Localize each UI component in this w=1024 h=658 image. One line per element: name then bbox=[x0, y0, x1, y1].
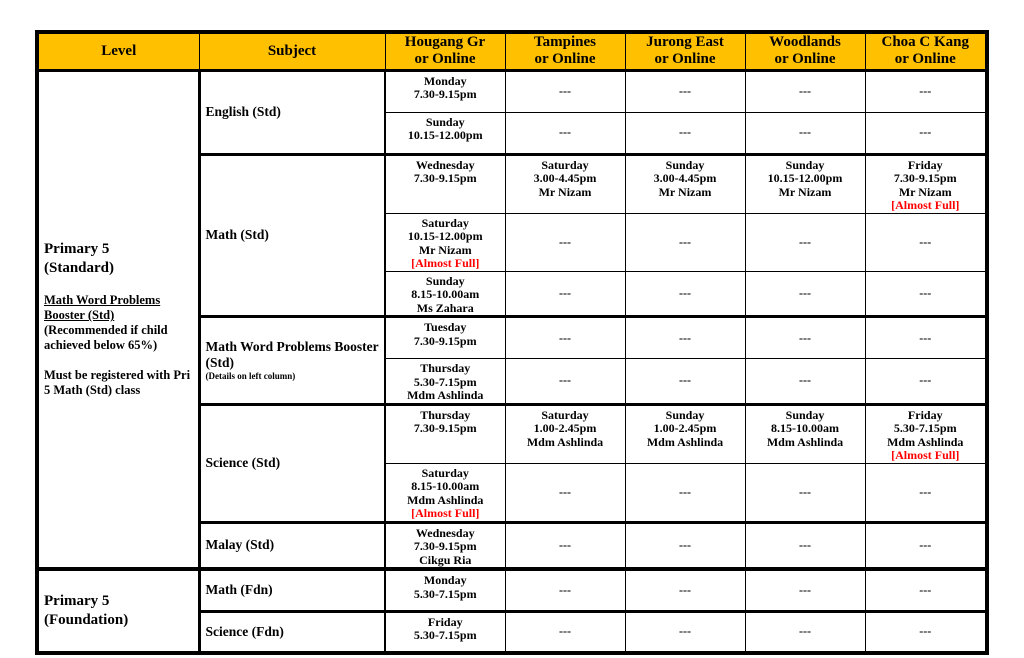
class-slot-cell bbox=[385, 213, 505, 271]
almost-full-badge: [Almost Full] bbox=[891, 448, 960, 462]
slot-text: 5.30-7.15pm bbox=[413, 374, 477, 389]
slot-text: 7.30-9.15pm bbox=[413, 87, 477, 101]
class-slot-cell bbox=[745, 404, 865, 463]
empty-slot-cell: --- bbox=[865, 70, 987, 112]
empty-slot-cell: --- bbox=[865, 359, 987, 405]
slot-text: 7.30-9.15pm bbox=[893, 171, 957, 185]
empty-slot-cell: --- bbox=[625, 569, 745, 611]
empty-slot-cell: --- bbox=[865, 611, 987, 653]
subject-cell-math-std bbox=[199, 154, 385, 317]
slot-text: Sunday bbox=[665, 407, 705, 422]
empty-slot-cell: --- bbox=[625, 359, 745, 405]
slot-text: 3.00-4.45pm bbox=[533, 171, 597, 185]
header-cell-subject: Subject bbox=[199, 32, 385, 70]
subject-name: Science (Fdn) bbox=[205, 623, 284, 639]
empty-slot-cell: --- bbox=[625, 70, 745, 112]
subject-name: Math (Std) bbox=[205, 227, 269, 243]
slot-text: Cikgu Ria bbox=[419, 552, 472, 567]
level-title: Primary 5 (Standard) bbox=[44, 241, 115, 277]
empty-slot-cell: --- bbox=[745, 271, 865, 317]
header-cell-jurong-east: Jurong East or Online bbox=[625, 32, 745, 70]
slot-text: Friday bbox=[427, 614, 463, 629]
header-cell-hougang: Hougang Gr or Online bbox=[385, 32, 505, 70]
spacer bbox=[44, 353, 194, 368]
class-slot-cell bbox=[385, 112, 505, 154]
slot-text: Monday bbox=[423, 73, 467, 88]
class-slot-cell bbox=[625, 154, 745, 213]
slot-text: Mr Nizam bbox=[898, 184, 952, 199]
subject-note: (Details on left column) bbox=[205, 370, 296, 381]
empty-slot-cell: --- bbox=[865, 271, 987, 317]
empty-slot-cell: --- bbox=[505, 463, 625, 522]
slot-text: Wednesday bbox=[415, 525, 475, 540]
empty-slot-cell: --- bbox=[625, 271, 745, 317]
subject-cell-english-std bbox=[199, 70, 385, 154]
class-slot-cell bbox=[505, 154, 625, 213]
slot-text: Sunday bbox=[785, 157, 825, 172]
slot-text: Sunday bbox=[665, 157, 705, 172]
slot-text: Friday bbox=[907, 407, 943, 422]
slot-text: 10.15-12.00pm bbox=[407, 229, 483, 243]
slot-text: Saturday bbox=[421, 465, 469, 480]
empty-slot-cell: --- bbox=[865, 569, 987, 611]
slot-text: Thursday bbox=[420, 361, 471, 375]
slot-text: 7.30-9.15pm bbox=[413, 333, 477, 348]
slot-text: Sunday bbox=[425, 114, 465, 129]
subject-name: Malay (Std) bbox=[205, 537, 275, 553]
slot-text: 5.30-7.15pm bbox=[893, 421, 957, 435]
class-slot-cell bbox=[865, 154, 987, 213]
empty-slot-cell: --- bbox=[625, 463, 745, 522]
empty-slot-cell: --- bbox=[745, 213, 865, 271]
subject-cell-math-word-problems-booster-std bbox=[199, 317, 385, 405]
slot-text: Mr Nizam bbox=[418, 242, 472, 257]
empty-slot-cell: --- bbox=[505, 317, 625, 359]
slot-text: 8.15-10.00am bbox=[411, 287, 480, 301]
slot-text: Tuesday bbox=[424, 320, 467, 334]
level-title: Primary 5 (Foundation) bbox=[44, 593, 129, 628]
slot-text: 5.30-7.15pm bbox=[413, 586, 477, 601]
slot-text: Sunday bbox=[425, 273, 465, 288]
slot-text: 7.30-9.15pm bbox=[413, 171, 477, 185]
empty-slot-cell: --- bbox=[745, 112, 865, 154]
class-slot-cell bbox=[745, 154, 865, 213]
slot-text: Monday bbox=[423, 573, 467, 587]
empty-slot-cell: --- bbox=[745, 70, 865, 112]
slot-text: Ms Zahara bbox=[416, 300, 474, 315]
slot-text: Saturday bbox=[541, 407, 589, 422]
table-row bbox=[37, 569, 987, 611]
table-header bbox=[37, 32, 987, 70]
class-slot-cell bbox=[385, 522, 505, 569]
subject-cell-science-fdn bbox=[199, 611, 385, 653]
slot-text: 8.15-10.00am bbox=[411, 479, 480, 493]
slot-text: 10.15-12.00pm bbox=[407, 128, 483, 142]
slot-text: 1.00-2.45pm bbox=[533, 421, 597, 435]
almost-full-badge: [Almost Full] bbox=[411, 256, 480, 270]
header-row bbox=[37, 32, 987, 70]
empty-slot-cell: --- bbox=[505, 213, 625, 271]
empty-slot-cell: --- bbox=[865, 522, 987, 569]
slot-text: Mr Nizam bbox=[778, 184, 832, 199]
empty-slot-cell: --- bbox=[625, 112, 745, 154]
slot-text: Saturday bbox=[421, 215, 469, 230]
class-slot-cell bbox=[385, 611, 505, 653]
subject-cell-math-fdn bbox=[199, 569, 385, 611]
subject-name: Science (Std) bbox=[205, 455, 281, 470]
slot-text: 3.00-4.45pm bbox=[653, 171, 717, 185]
schedule-table bbox=[35, 30, 989, 655]
slot-text: Mdm Ashlinda bbox=[526, 434, 604, 449]
empty-slot-cell: --- bbox=[745, 317, 865, 359]
empty-slot-cell: --- bbox=[505, 611, 625, 653]
class-slot-cell bbox=[385, 317, 505, 359]
level-cell-primary5-standard bbox=[37, 70, 199, 569]
class-slot-cell bbox=[385, 359, 505, 405]
empty-slot-cell: --- bbox=[745, 522, 865, 569]
class-slot-cell bbox=[385, 404, 505, 463]
level-note-booster-heading: Math Word Problems Booster (Std) bbox=[44, 293, 161, 323]
spacer bbox=[44, 278, 194, 293]
empty-slot-cell: --- bbox=[505, 569, 625, 611]
slot-text: Mdm Ashlinda bbox=[887, 434, 964, 449]
empty-slot-cell: --- bbox=[745, 611, 865, 653]
slot-text: 7.30-9.15pm bbox=[413, 421, 477, 435]
class-slot-cell bbox=[385, 154, 505, 213]
slot-text: Mdm Ashlinda bbox=[646, 434, 724, 449]
slot-text: 5.30-7.15pm bbox=[413, 628, 477, 642]
slot-text: Mr Nizam bbox=[538, 184, 592, 199]
class-slot-cell bbox=[865, 404, 987, 463]
almost-full-badge: [Almost Full] bbox=[891, 198, 960, 212]
empty-slot-cell: --- bbox=[505, 522, 625, 569]
class-slot-cell bbox=[625, 404, 745, 463]
slot-text: Mdm Ashlinda bbox=[407, 492, 484, 507]
slot-text: Wednesday bbox=[415, 157, 475, 172]
class-slot-cell bbox=[385, 271, 505, 317]
subject-cell-science-std bbox=[199, 404, 385, 522]
slot-text: Sunday bbox=[785, 407, 825, 422]
header-cell-level: Level bbox=[37, 32, 199, 70]
empty-slot-cell: --- bbox=[745, 359, 865, 405]
slot-text: Saturday bbox=[541, 157, 589, 172]
empty-slot-cell: --- bbox=[865, 213, 987, 271]
header-cell-woodlands: Woodlands or Online bbox=[745, 32, 865, 70]
empty-slot-cell: --- bbox=[625, 317, 745, 359]
slot-text: 10.15-12.00pm bbox=[767, 171, 843, 185]
header-cell-choa-c-kang: Choa C Kang or Online bbox=[865, 32, 987, 70]
slot-text: Mdm Ashlinda bbox=[407, 388, 484, 402]
empty-slot-cell: --- bbox=[625, 213, 745, 271]
empty-slot-cell: --- bbox=[865, 112, 987, 154]
empty-slot-cell: --- bbox=[745, 463, 865, 522]
slot-text: 8.15-10.00am bbox=[771, 421, 839, 435]
class-slot-cell bbox=[385, 463, 505, 522]
class-slot-cell bbox=[385, 569, 505, 611]
table-row bbox=[37, 70, 987, 112]
slot-text: Mr Nizam bbox=[658, 184, 712, 199]
empty-slot-cell: --- bbox=[505, 70, 625, 112]
empty-slot-cell: --- bbox=[505, 271, 625, 317]
slot-text: Thursday bbox=[420, 407, 471, 422]
slot-text: 1.00-2.45pm bbox=[653, 421, 717, 435]
empty-slot-cell: --- bbox=[865, 463, 987, 522]
slot-text: 7.30-9.15pm bbox=[413, 539, 477, 553]
slot-text: Mdm Ashlinda bbox=[766, 434, 844, 449]
subject-name: English (Std) bbox=[205, 104, 281, 119]
level-note: Must be registered with Pri 5 Math (Std) class bbox=[44, 368, 191, 398]
class-slot-cell bbox=[385, 70, 505, 112]
subject-cell-malay-std bbox=[199, 522, 385, 569]
empty-slot-cell: --- bbox=[505, 112, 625, 154]
empty-slot-cell: --- bbox=[625, 522, 745, 569]
empty-slot-cell: --- bbox=[865, 317, 987, 359]
level-cell-primary5-foundation bbox=[37, 569, 199, 653]
empty-slot-cell: --- bbox=[625, 611, 745, 653]
empty-slot-cell: --- bbox=[505, 359, 625, 405]
subject-name: Math (Fdn) bbox=[205, 582, 273, 598]
header-cell-tampines: Tampines or Online bbox=[505, 32, 625, 70]
almost-full-badge: [Almost Full] bbox=[411, 506, 480, 520]
table-body bbox=[37, 70, 987, 653]
subject-name: Math Word Problems Booster (Std) bbox=[205, 338, 379, 370]
empty-slot-cell: --- bbox=[745, 569, 865, 611]
class-slot-cell bbox=[505, 404, 625, 463]
slot-text: Friday bbox=[907, 157, 943, 172]
level-note: (Recommended if child achieved below 65%) bbox=[44, 323, 168, 353]
